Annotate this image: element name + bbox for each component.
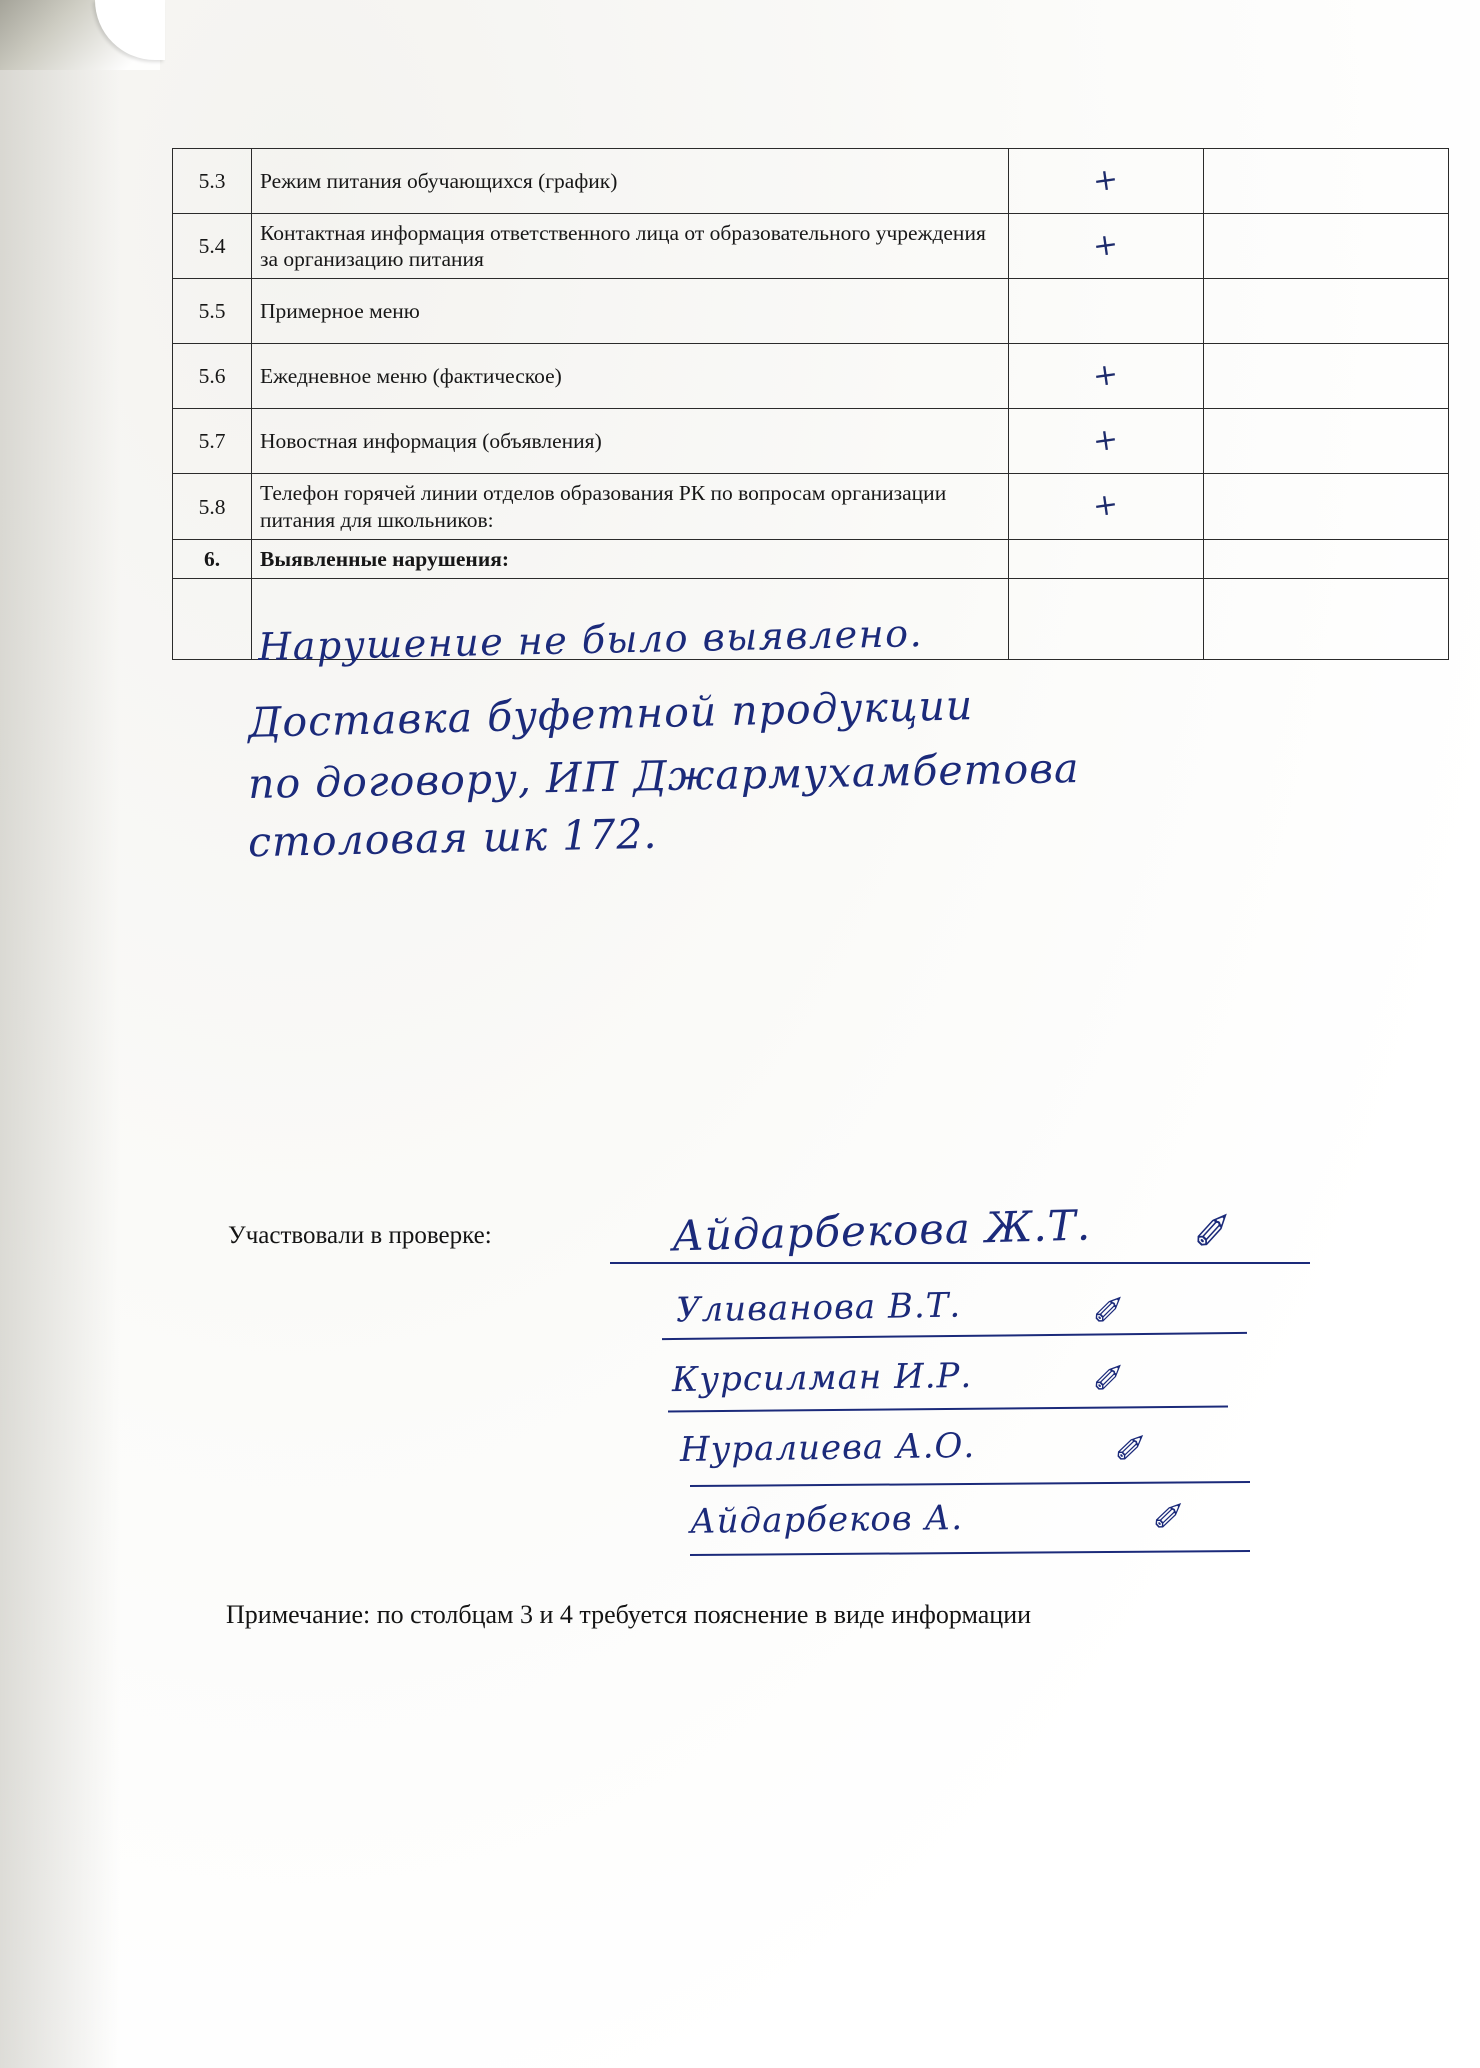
signature-line	[690, 1481, 1250, 1487]
violations-comment	[1204, 579, 1449, 660]
checkmark-icon: +	[1090, 486, 1121, 525]
row-comment	[1204, 149, 1449, 214]
row-description: Режим питания обучающихся (график)	[252, 149, 1009, 214]
table-row	[173, 409, 1449, 474]
violations-mark	[1009, 579, 1204, 660]
signature-line	[690, 1550, 1250, 1556]
participant-signature: ✐	[1148, 1496, 1182, 1541]
checkmark-icon: +	[1090, 421, 1121, 460]
checkmark-icon: +	[1090, 226, 1121, 265]
row-comment	[1204, 474, 1449, 539]
table-row	[173, 344, 1449, 409]
handwritten-note-line-2: по договору, ИП Джармухамбетова	[247, 744, 1080, 808]
participant-name: Курсилман И.Р.	[671, 1355, 973, 1401]
violations-number	[173, 579, 252, 660]
handwritten-violations-text: Нарушение не было выявлено.	[257, 611, 924, 669]
row-description: Примерное меню	[252, 279, 1009, 344]
participant-name: Нуралиева А.О.	[679, 1425, 976, 1471]
checkmark-icon: +	[1090, 161, 1121, 200]
row-comment	[1204, 344, 1449, 409]
participant-signature: ✐	[1186, 1205, 1231, 1262]
signature-line	[668, 1406, 1228, 1413]
handwritten-note-line-1: Доставка буфетной продукции	[247, 681, 974, 747]
table-row	[173, 279, 1449, 344]
row-mark	[1009, 344, 1204, 409]
section-mark	[1009, 539, 1204, 578]
table-row	[173, 149, 1449, 214]
participant-name: Уливанова В.Т.	[675, 1285, 962, 1331]
section-title: Выявленные нарушения:	[252, 539, 1009, 578]
row-mark	[1009, 474, 1204, 539]
participant-signature: ✐	[1110, 1428, 1144, 1473]
row-number: 5.5	[173, 279, 252, 344]
row-comment	[1204, 279, 1449, 344]
section-comment	[1204, 539, 1449, 578]
checklist-table	[172, 148, 1449, 660]
participant-name: Айдарбеков А.	[689, 1498, 964, 1542]
row-description: Телефон горячей линии отделов образования РК по вопросам организации питания для школьников:	[252, 474, 1009, 539]
row-number: 5.8	[173, 474, 252, 539]
handwritten-note-line-3: столовая шк 172.	[247, 809, 658, 867]
row-description: Контактная информация ответственного лица от образовательного учреждения за организацию питания	[252, 214, 1009, 279]
table-section-row	[173, 539, 1449, 578]
participant-signature: ✐	[1087, 1358, 1123, 1403]
section-number: 6.	[173, 539, 252, 578]
row-description: Ежедневное меню (фактическое)	[252, 344, 1009, 409]
row-number: 5.6	[173, 344, 252, 409]
checkmark-icon: +	[1090, 356, 1121, 395]
table-row	[173, 214, 1449, 279]
row-comment	[1204, 214, 1449, 279]
table-row	[173, 474, 1449, 539]
row-mark	[1009, 149, 1204, 214]
row-mark	[1009, 214, 1204, 279]
footer-note: Примечание: по столбцам 3 и 4 требуется пояснение в виде информации	[226, 1600, 1032, 1629]
participant-name: Айдарбекова Ж.Т.	[671, 1200, 1092, 1261]
participants-label: Участвовали в проверке:	[228, 1222, 492, 1249]
row-mark	[1009, 409, 1204, 474]
signature-line	[610, 1262, 1310, 1264]
row-number: 5.4	[173, 214, 252, 279]
row-description: Новостная информация (объявления)	[252, 409, 1009, 474]
signature-line	[662, 1332, 1247, 1340]
row-number: 5.7	[173, 409, 252, 474]
row-number: 5.3	[173, 149, 252, 214]
participant-signature: ✐	[1087, 1290, 1123, 1335]
scan-left-shadow	[0, 0, 120, 2068]
row-comment	[1204, 409, 1449, 474]
row-mark	[1009, 279, 1204, 344]
